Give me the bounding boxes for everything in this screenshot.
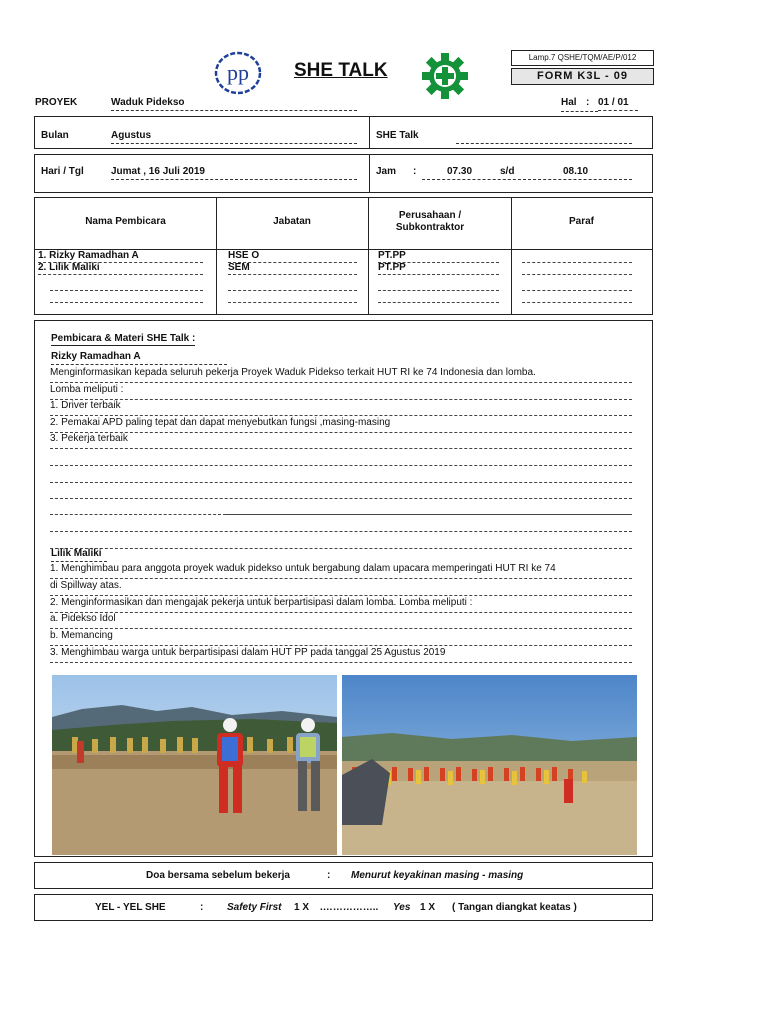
materi-line (50, 482, 632, 499)
page-title: SHE TALK (294, 60, 388, 81)
materi-line: 1. Menghimbau para anggota proyek waduk pidekso untuk bergabung dalam upacara memperingati HUT RI ke 74 (50, 562, 632, 579)
materi-line: b. Memancing (50, 629, 632, 646)
speaker-1-nama: 1. Rizky Ramadhan A (38, 250, 203, 263)
header-nama: Nama Pembicara (85, 216, 166, 227)
materi-line (50, 515, 632, 532)
materi-line (50, 466, 632, 483)
speaker-2-perusahaan: PT.PP (378, 262, 499, 275)
materi-line: 2. Menginformasikan dan mengajak pekerja untuk berpartisipasi dalam lomba. Lomba meliputi : (50, 596, 632, 613)
header-jabatan: Jabatan (273, 216, 311, 227)
jam-sep: : (413, 166, 417, 177)
materi-line (50, 449, 632, 466)
she-talk-label: SHE Talk (376, 130, 419, 141)
hari-value: Jumat , 16 Juli 2019 (111, 166, 357, 180)
jam-end: 08.10 (563, 166, 589, 177)
header-perusahaan: Perusahaan / Subkontraktor (395, 210, 465, 233)
yel-dots: .…………….. (320, 902, 379, 913)
blank-row (378, 290, 499, 303)
reference-code: Lamp.7 QSHE/TQM/AE/P/012 (511, 50, 654, 66)
yel-sep: : (200, 902, 204, 913)
doa-sep: : (327, 870, 331, 881)
yel-note: ( Tangan diangkat keatas ) (452, 902, 577, 913)
hal-label: Hal (561, 97, 577, 108)
speaker-1-perusahaan: PT.PP (378, 250, 499, 263)
materi-line: a. Pidekso Idol (50, 612, 632, 629)
yel-x2: 1 X (420, 902, 436, 913)
speaker-2-paraf (522, 262, 632, 275)
hari-label: Hari / Tgl (41, 166, 84, 177)
speaker-2-jabatan: SEM (228, 262, 357, 275)
speaker-2-name: Lilik Maliki (51, 548, 107, 562)
yel-yes: Yes (393, 902, 411, 913)
hal-value: 01 / 01 (598, 97, 638, 111)
form-code: FORM K3L - 09 (511, 68, 654, 85)
blank-row (522, 290, 632, 303)
photo-crowd (342, 675, 637, 855)
yel-label: YEL - YEL SHE (95, 902, 166, 913)
jam-start: 07.30 (447, 166, 473, 177)
materi-line: 3. Menghimbau warga untuk berpartisipasi dalam HUT PP pada tanggal 25 Agustus 2019 (50, 646, 632, 663)
hal-underline (561, 98, 598, 112)
doa-value: Menurut keyakinan masing - masing (351, 870, 524, 881)
yel-x1: 1 X (294, 902, 310, 913)
materi-line: 2. Pemakai APD paling tepat dan dapat menyebutkan fungsi ,masing-masing (50, 416, 632, 433)
pp-logo (213, 50, 263, 96)
materi-line: di Spillway atas. (50, 579, 632, 596)
header-paraf: Paraf (568, 216, 594, 227)
materi-line: Lomba meliputi : (50, 383, 632, 400)
blank-row (50, 290, 203, 303)
yel-safety: Safety First (227, 902, 282, 913)
photo-speakers (52, 675, 337, 855)
materi-heading: Pembicara & Materi SHE Talk : (51, 333, 196, 344)
jam-label: Jam (376, 166, 397, 177)
jam-mid: s/d (500, 166, 515, 177)
pp-logo-text: pp (227, 60, 249, 85)
hal-sep: : (586, 97, 590, 108)
materi-line: 1. Driver terbaik (50, 399, 632, 416)
materi-line: Menginformasikan kepada seluruh pekerja Proyek Waduk Pidekso terkait HUT RI ke 74 Indonesia dan lomba. (50, 366, 632, 383)
blank-row (228, 290, 357, 303)
bulan-value: Agustus (111, 130, 357, 144)
speaker-1-name: Rizky Ramadhan A (51, 351, 227, 365)
proyek-label: PROYEK (35, 97, 78, 108)
materi-line-solid (226, 498, 632, 515)
proyek-value: Waduk Pidekso (111, 97, 357, 111)
materi-line-split (50, 498, 226, 515)
she-talk-value (456, 130, 632, 144)
doa-label: Doa bersama sebelum bekerja (146, 870, 290, 881)
speaker-2-nama: 2. Lilik Maliki (38, 262, 203, 275)
materi-line (50, 532, 632, 549)
bulan-label: Bulan (41, 130, 69, 141)
safety-gear-icon (421, 52, 469, 100)
materi-line: 3. Pekerja terbaik (50, 432, 632, 449)
doa-box (34, 862, 653, 889)
speaker-1-jabatan: HSE O (228, 250, 357, 263)
